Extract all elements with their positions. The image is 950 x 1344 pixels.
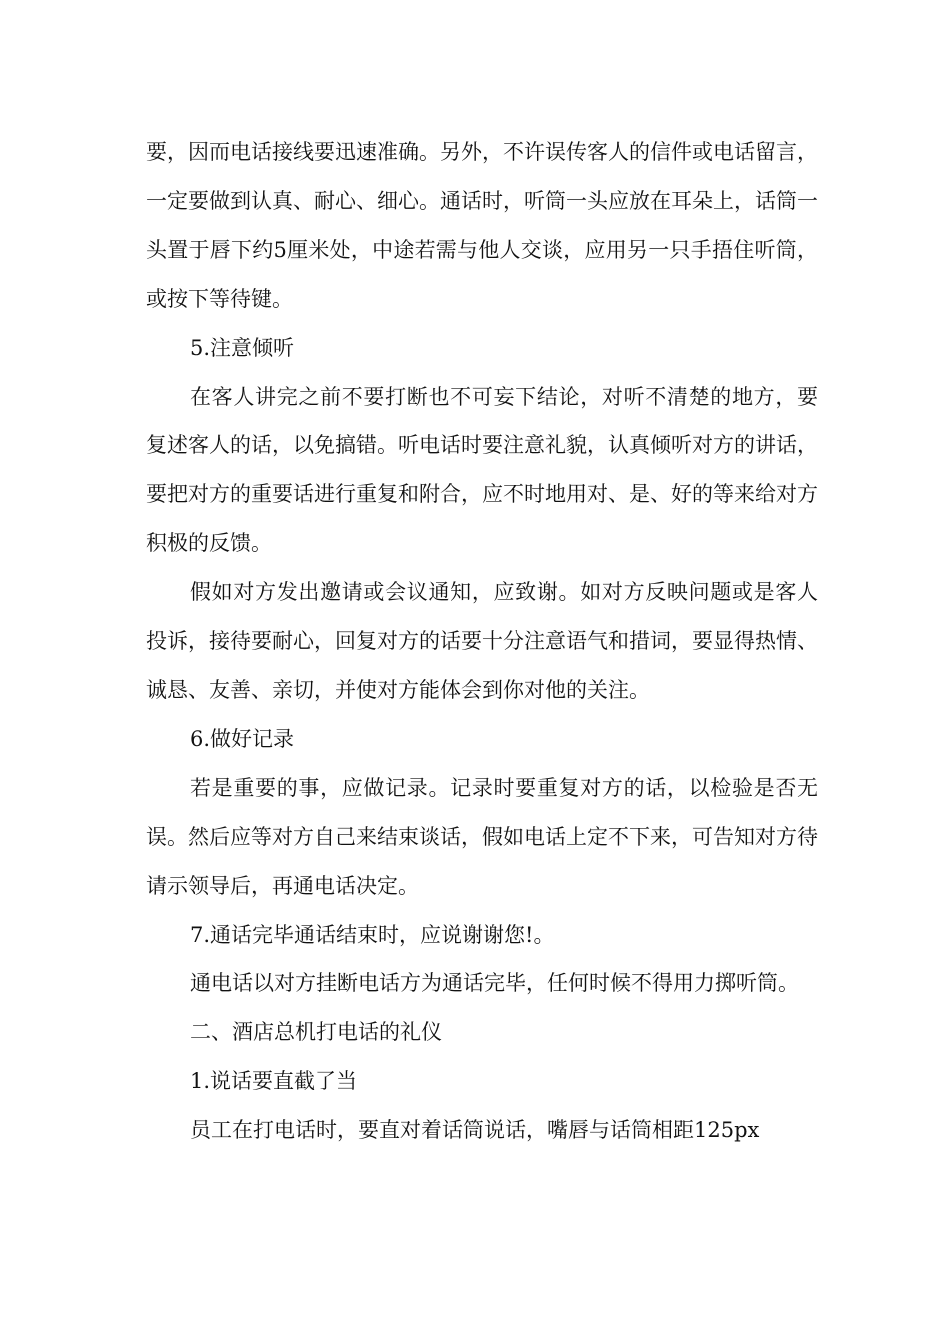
- section-heading-record: 6.做好记录: [190, 726, 295, 751]
- chapter-heading: 二、酒店总机打电话的礼仪: [190, 1020, 442, 1045]
- section-heading-end-call: 7.通话完毕通话结束时，应说谢谢您!。: [190, 922, 555, 947]
- paragraph: 员工在打电话时，要直对着话筒说话，嘴唇与话筒相距125px: [190, 1118, 760, 1143]
- document-body: [146, 128, 818, 1155]
- paragraph: 通电话以对方挂断电话方为通话完毕，任何时候不得用力掷听筒。: [190, 971, 799, 996]
- section-heading-listen: 5.注意倾听: [190, 335, 295, 360]
- paragraph: 在客人讲完之前不要打断也不可妄下结论，对听不清楚的地方，要复述客人的话，以免搞错。听电话时要注意礼貌，认真倾听对方的讲话，要把对方的重要话进行重复和附合，应不时地用对、是、好的等来给对方积极的反馈。: [146, 384, 818, 556]
- paragraph: 假如对方发出邀请或会议通知，应致谢。如对方反映问题或是客人投诉，接待要耐心，回复对方的话要十分注意语气和措词，要显得热情、诚恳、友善、亲切，并使对方能体会到你对他的关注。: [146, 580, 818, 702]
- section-heading-direct: 1.说话要直截了当: [190, 1069, 358, 1094]
- paragraph-continuation: 要，因而电话接线要迅速准确。另外，不许误传客人的信件或电话留言，一定要做到认真、耐心、细心。通话时，听筒一头应放在耳朵上，话筒一头置于唇下约5厘米处，中途若需与他人交谈，应用另一只手捂住听筒，或按下等待键。: [146, 140, 818, 311]
- paragraph: 若是重要的事，应做记录。记录时要重复对方的话，以检验是否无误。然后应等对方自己来结束谈话，假如电话上定不下来，可告知对方待请示领导后，再通电话决定。: [146, 775, 818, 898]
